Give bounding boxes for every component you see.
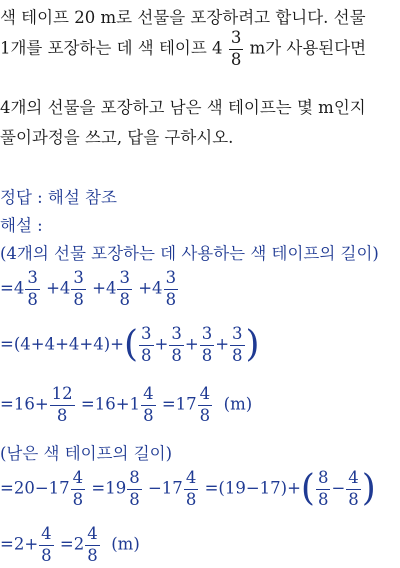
problem-text: 1개를 포장하는 데 색 테이프 4 <box>0 38 223 58</box>
explanation-subheading-2: (남은 색 테이프의 길이) <box>0 444 173 463</box>
problem-text: 풀이과정을 쓰고, 답을 구하시오. <box>0 128 234 147</box>
problem-line-4 <box>0 124 233 148</box>
answer-line <box>0 184 117 208</box>
equation-line-5: =2+ $\frac{4}{8}$ =2 $\frac{4}{8}$ (m) <box>0 524 140 565</box>
problem-line-2 <box>0 30 366 68</box>
problem-text: m가 사용된다면 <box>249 38 367 58</box>
equation-line-3: =16+ $\frac{12}{8}$ =16+1 $\frac{4}{8}$ =17 $\frac{4}{8}$ (m) <box>0 384 253 425</box>
problem-text: 4개의 선물을 포장하고 남은 색 테이프는 몇 m인지 <box>0 98 366 117</box>
problem-text: 색 테이프 20 m로 선물을 포장하려고 합니다. 선물 <box>0 8 366 27</box>
explanation-heading: 해설 : <box>0 216 43 235</box>
equation-line-2: =(4+4+4+4)+( $\frac{3}{8}$ + $\frac{3}{8}$ + $\frac{3}{8}$ + $\frac{3}{8}$ ) <box>0 324 260 365</box>
answer-label: 정답 : 해설 참조 <box>0 188 117 207</box>
problem-line-1 <box>0 4 366 28</box>
explanation-subheading: (4개의 선물 포장하는 데 사용하는 색 테이프의 길이) <box>0 244 379 263</box>
fraction: $\frac{3}{8}$ <box>230 28 242 69</box>
equation-line-4: =20−17 $\frac{4}{8}$ =19 $\frac{8}{8}$ −17 $\frac{4}{8}$ =(19−17)+( $\frac{8}{8}$ − $\frac{4}{8}$ ) <box>0 468 376 509</box>
equation-line-1: =4 $\frac{3}{8}$ +4 $\frac{3}{8}$ +4 $\frac{3}{8}$ +4 $\frac{3}{8}$ <box>0 268 177 309</box>
problem-line-3 <box>0 94 366 118</box>
